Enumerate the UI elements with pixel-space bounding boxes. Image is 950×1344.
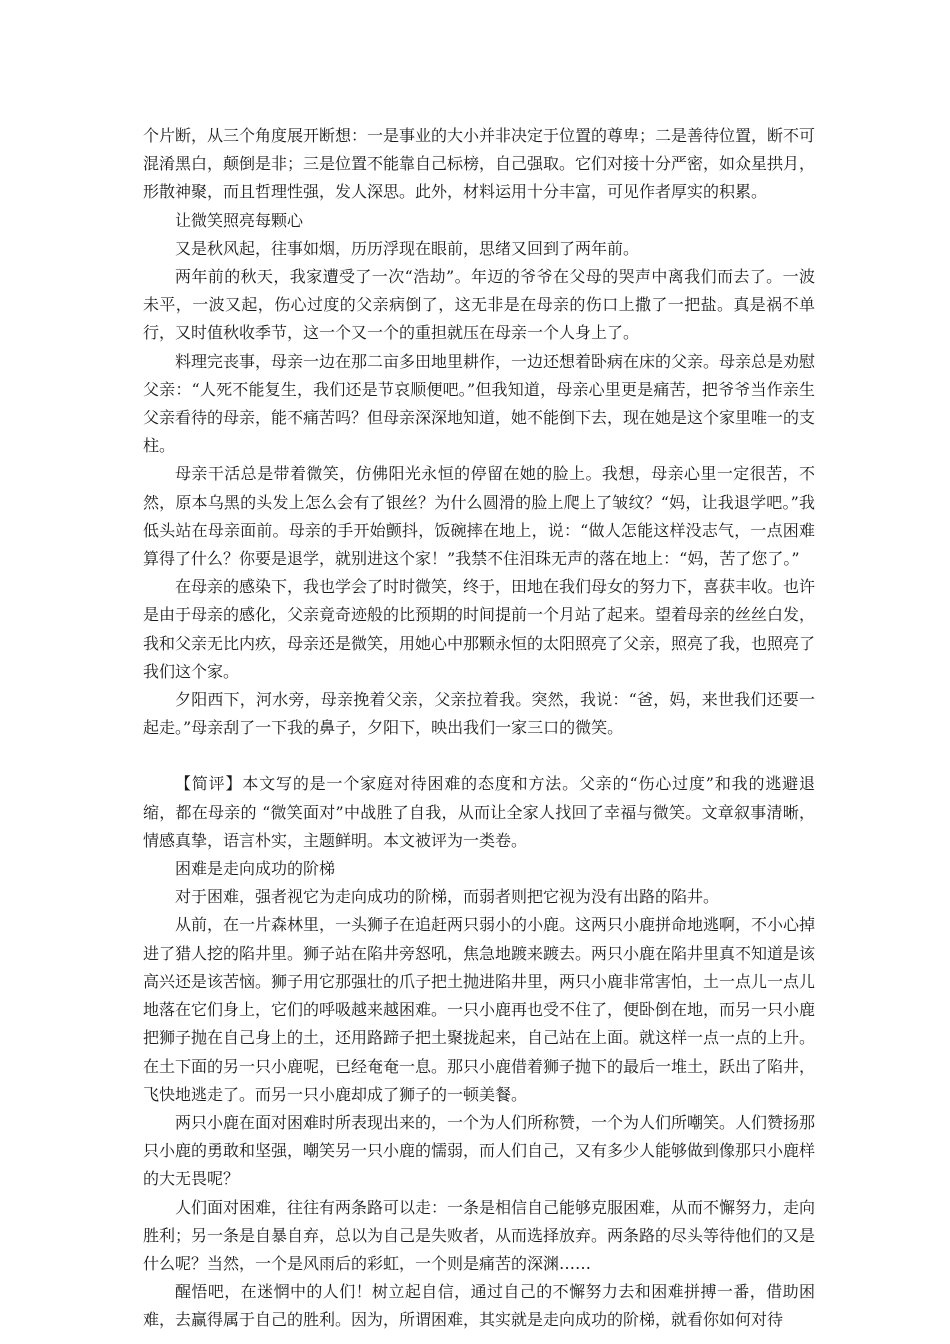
essay-paragraph: 料理完丧事，母亲一边在那二亩多田地里耕作，一边还想着卧病在床的父亲。母亲总是劝慰父亲：“人死不能复生，我们还是节哀顺便吧。”但我知道，母亲心里更是痛苦，把爷爷当作亲生父亲看待的母亲，能不痛苦吗？但母亲深深地知道，她不能倒下去，现在她是这个家里唯一的支柱。 [143, 351, 816, 456]
blank-line [143, 742, 815, 770]
essay-paragraph: 人们面对困难，往往有两条路可以走：一条是相信自己能够克服困难，从而不懈努力，走向胜利；另一条是自暴自弃，总以为自己是失败者，从而选择放弃。两条路的尽头等待他们的又是什么呢？当然，一个是风雨后的彩虹，一个则是痛苦的深渊…… [143, 1197, 816, 1273]
essay-paragraph: 两年前的秋天，我家遭受了一次“浩劫”。年迈的爷爷在父母的哭声中离我们而去了。一波未平，一波又起，伤心过度的父亲病倒了，这无非是在母亲的伤口上撒了一把盐。真是祸不单行，又时值秋收季节，这一个又一个的重担就压在母亲一个人身上了。 [143, 267, 815, 343]
continuation-paragraph: 个片断，从三个角度展开断想：一是事业的大小并非决定于位置的尊卑；二是善待位置，断不可混淆黑白，颠倒是非；三是位置不能靠自己标榜，自己强取。它们对接十分严密，如众星拱月，形散神聚，而且哲理性强，发人深思。此外，材料运用十分丰富，可见作者厚实的积累。 [143, 126, 816, 202]
essay-paragraph: 又是秋风起，往事如烟，历历浮现在眼前，思绪又回到了两年前。 [175, 238, 640, 258]
essay-title: 困难是走向成功的阶梯 [175, 859, 336, 879]
essay-paragraph: 从前，在一片森林里，一头狮子在追赶两只弱小的小鹿。这两只小鹿拼命地逃啊，不小心掉进了猎人挖的陷井里。狮子站在陷井旁怒吼，焦急地踱来踱去。两只小鹿在陷井里真不知道是该高兴还是该苦恼。狮子用它那强壮的爪子把土抛进陷井里，两只小鹿非常害怕，土一点儿一点儿地落在它们身上，它们的呼吸越来越困难。一只小鹿再也受不住了，便卧倒在地，而另一只小鹿把狮子抛在自己身上的土，还用路蹄子把土聚拢起来，自己站在上面。就这样一点一点的上升。在土下面的另一只小鹿呢，已经奄奄一息。那只小鹿借着狮子抛下的最后一堆土，跃出了陷井，飞快地逃走了。而另一只小鹿却成了狮子的一顿美餐。 [143, 915, 816, 1104]
essay-paragraph: 在母亲的感染下，我也学会了时时微笑，终于，田地在我们母女的努力下，喜获丰收。也许是由于母亲的感化，父亲竟奇迹般的比预期的时间提前一个月站了起来。望着母亲的丝丝白发，我和父亲无比内疚，母亲还是微笑，用她心中那颗永恒的太阳照亮了父亲，照亮了我，也照亮了我们这个家。 [143, 577, 816, 681]
essay-paragraph: 母亲干活总是带着微笑，仿佛阳光永恒的停留在她的脸上。我想，母亲心里一定很苦，不然，原本乌黑的头发上怎么会有了银丝？为什么圆滑的脸上爬上了皱纹？“妈，让我退学吧。”我低头站在母亲面前。母亲的手开始颤抖，饭碗摔在地上，说：“做人怎能这样没志气，一点困难算得了什么？你要是退学，就别进这个家！”我禁不住泪珠无声的落在地上：“妈，苦了您了。” [143, 464, 815, 569]
essay-paragraph: 对于困难，强者视它为走向成功的阶梯，而弱者则把它视为没有出路的陷井。 [175, 887, 720, 907]
essay-paragraph: 夕阳西下，河水旁，母亲挽着父亲，父亲拉着我。突然，我说：“爸，妈，来世我们还要一起走。”母亲刮了一下我的鼻子，夕阳下，映出我们一家三口的微笑。 [143, 690, 815, 738]
document-page [143, 122, 815, 1335]
essay-paragraph: 醒悟吧，在迷惘中的人们！树立起自信，通过自己的不懈努力去和困难拼搏一番，借助困难，去赢得属于自己的胜利。因为，所谓困难，其实就是走向成功的阶梯，就看你如何对待 [143, 1282, 815, 1330]
essay-title: 让微笑照亮每颗心 [175, 210, 304, 230]
comment-paragraph: 【简评】本文写的是一个家庭对待困难的态度和方法。父亲的“伤心过度”和我的逃避退缩，都在母亲的 “微笑面对”中战胜了自我，从而让全家人找回了幸福与微笑。文章叙事清晰，情感真挚，语言朴实，主题鲜明。本文被评为一类卷。 [143, 774, 815, 850]
essay-paragraph: 两只小鹿在面对困难时所表现出来的，一个为人们所称赞，一个为人们所嘲笑。人们赞扬那只小鹿的勇敢和坚强，嘲笑另一只小鹿的懦弱，而人们自己，又有多少人能够做到像那只小鹿样的大无畏呢？ [143, 1112, 816, 1189]
